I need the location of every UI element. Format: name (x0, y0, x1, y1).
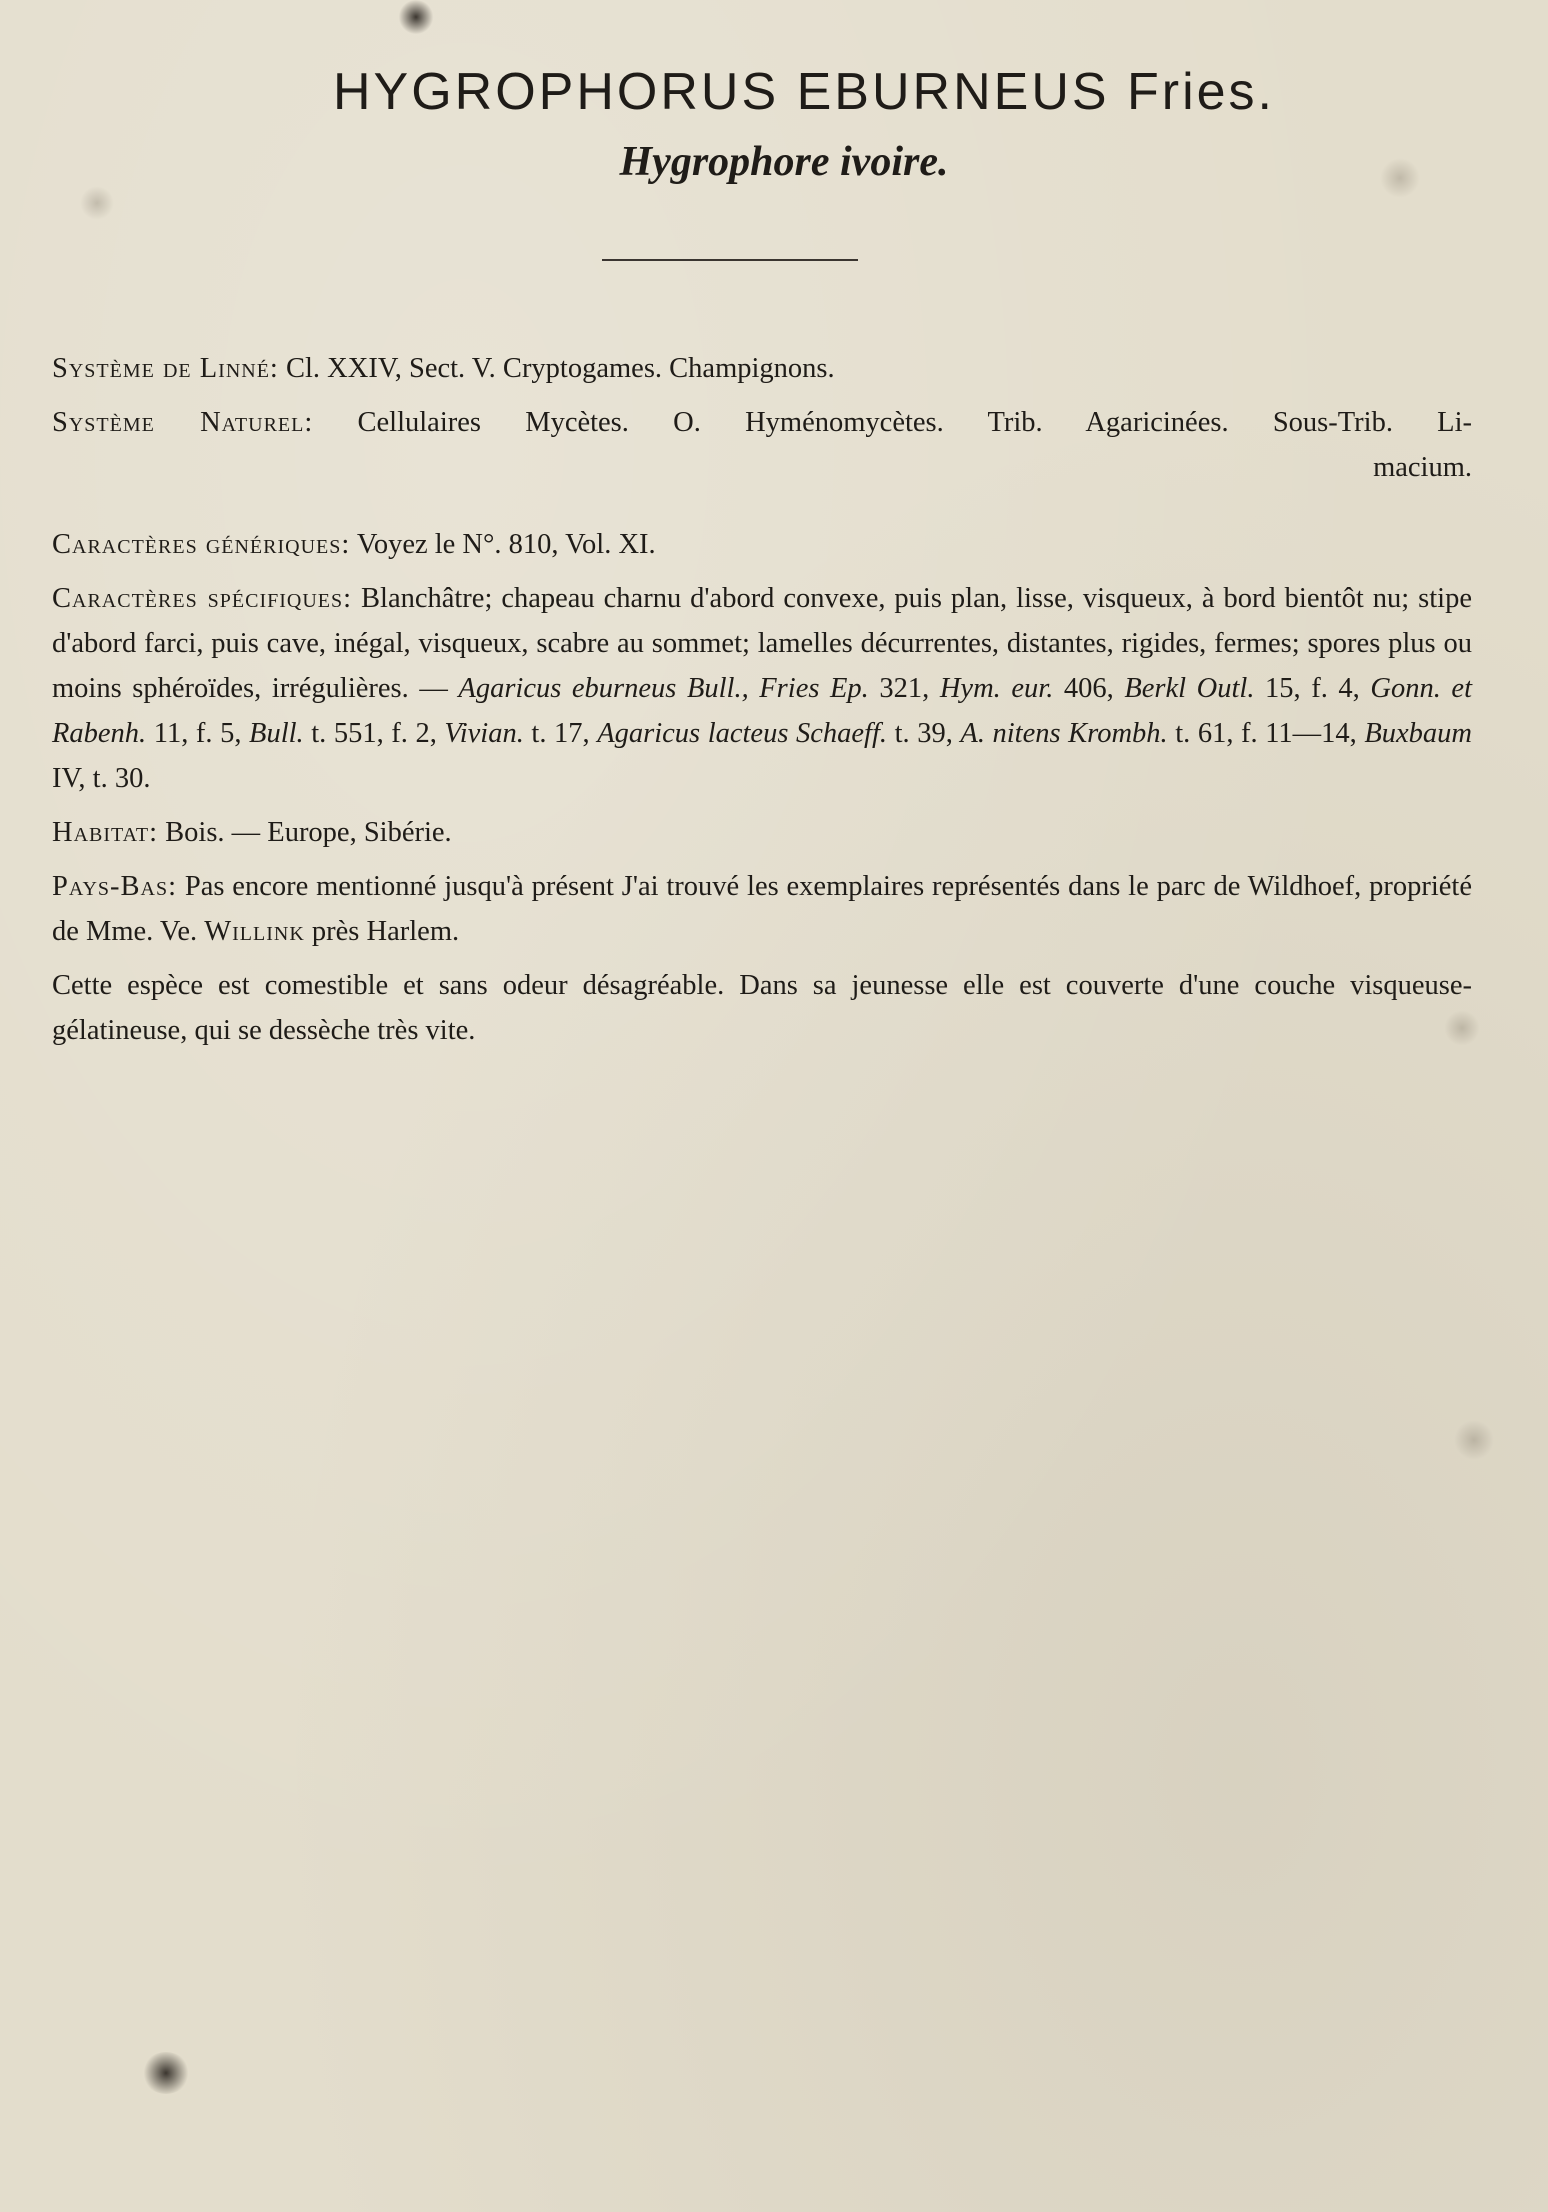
generiques-text: Voyez le N°. 810, Vol. XI. (356, 529, 656, 560)
linne-text: Cl. XXIV, Sect. V. Cryptogames. Champignons. (285, 353, 835, 384)
specifiques-text-6: t. 551, f. 2, (303, 718, 445, 749)
specifiques-text-8: t. 39, (887, 718, 961, 749)
paysbas-paragraph (52, 864, 1472, 954)
ink-blot (398, 0, 434, 34)
note-text: Cette espèce est comestible et sans odeur désagréable. Dans sa jeunesse elle est couverte d'une couche visqueuse-gélatineuse, qui se dessèche très vite. (52, 970, 1472, 1046)
species-title: HYGROPHORUS EBURNEUS Fries. (333, 63, 1275, 121)
naturel-paragraph (52, 400, 1472, 490)
specifiques-text-10: IV, t. 30. (52, 763, 151, 794)
paper-stain (80, 186, 114, 220)
habitat-label: Habitat: (52, 817, 159, 848)
specifiques-ref-9: Buxbaum (1364, 718, 1472, 749)
linne-label: Système de Linné: (52, 353, 279, 384)
naturel-line-2 (52, 445, 1472, 490)
specifiques-ref-6: Vivian. (444, 718, 524, 749)
header (0, 62, 1548, 186)
paysbas-owner-name: Willink (204, 916, 305, 947)
specifiques-ref-3: Berkl Outl. (1124, 673, 1255, 704)
specifiques-paragraph (52, 576, 1472, 801)
naturel-line-1 (52, 400, 1472, 445)
paper-stain (1454, 1420, 1494, 1460)
common-name: Hygrophore ivoire. (619, 139, 949, 185)
paysbas-text-b: près Harlem. (304, 916, 460, 947)
paysbas-label: Pays-Bas: (52, 871, 178, 902)
linne-paragraph (52, 346, 1472, 391)
naturel-text-line1: Cellulaires Mycètes. O. Hyménomycètes. Trib. Agaricinées. Sous-Trib. Li- (357, 407, 1473, 438)
specifiques-ref-5: Bull. (249, 718, 304, 749)
specifiques-ref-8: A. nitens Krombh. (960, 718, 1168, 749)
generiques-label: Caractères génériques: (52, 529, 351, 560)
specifiques-text-5: 11, f. 5, (146, 718, 250, 749)
ink-blot (142, 2052, 190, 2094)
specifiques-text-9: t. 61, f. 11—14, (1167, 718, 1365, 749)
specifiques-ref-2: Hym. eur. (939, 673, 1054, 704)
specifiques-text-1: Blanchâtre; chapeau charnu d'abord convexe, puis plan, lisse, visqueux, à bord bientôt nu; stipe d'abord farci, puis cave, inégal, visqueux, scabre au sommet; lamelles décurrentes, distantes, rigides, fermes; spores plus ou moins sphéroïdes, irrégulières. — (52, 583, 1472, 704)
naturel-text-line2: macium. (1373, 452, 1472, 483)
specifiques-text-4: 15, f. 4, (1254, 673, 1371, 704)
title-divider (602, 259, 858, 261)
specifiques-ref-7: Agaricus lacteus Schaeff. (597, 718, 888, 749)
habitat-paragraph (52, 810, 1472, 855)
paysbas-text-a: Pas encore mentionné jusqu'à présent J'ai trouvé les exemplaires représentés dans le parc de Wildhoef, propriété de Mme. Ve. (52, 871, 1472, 947)
note-paragraph (52, 963, 1472, 1053)
document-body (52, 346, 1472, 1053)
specifiques-text-7: t. 17, (523, 718, 598, 749)
specifiques-ref-1: Agaricus eburneus Bull., Fries Ep. (458, 673, 869, 704)
specifiques-label: Caractères spécifiques: (52, 583, 353, 614)
generiques-paragraph (52, 522, 1472, 567)
specifiques-ref-4: Gonn. et Rabenh. (52, 673, 1472, 749)
naturel-label: Système Naturel: (52, 407, 314, 438)
habitat-text: Bois. — Europe, Sibérie. (165, 817, 452, 848)
specifiques-text-3: 406, (1053, 673, 1125, 704)
specifiques-text-2: 321, (868, 673, 940, 704)
